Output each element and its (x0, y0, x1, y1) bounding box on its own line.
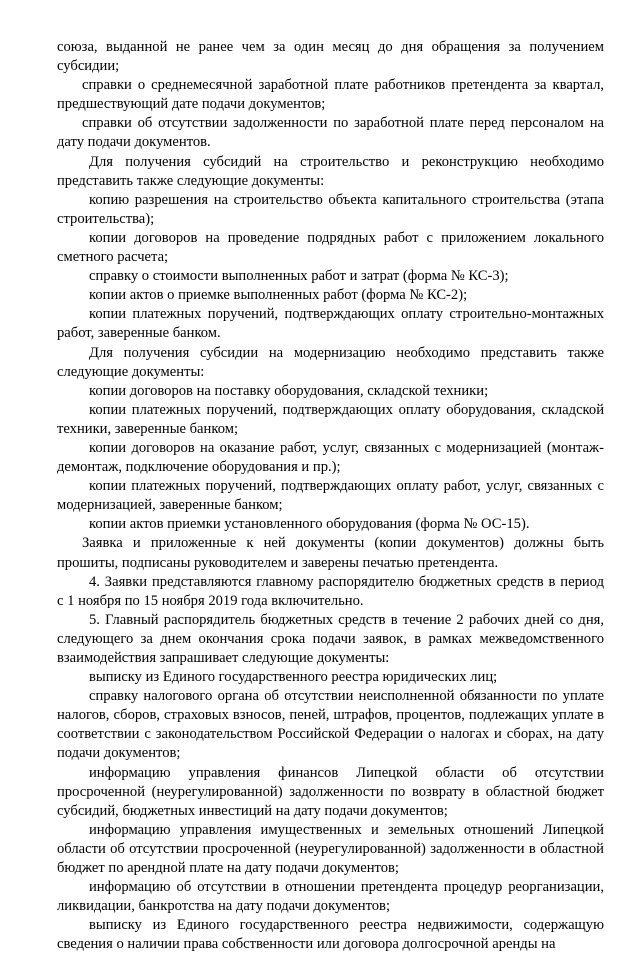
paragraph-2: справки о среднемесячной заработной плате работников претендента за квартал, предшествующий дате подачи документов; (57, 77, 604, 113)
paragraph-6: копии договоров на проведение подрядных работ с приложением локального сметного расчета; (57, 229, 604, 266)
paragraph-3: справки об отсутствии задолженности по заработной плате перед персоналом на дату подачи документов. (57, 115, 604, 151)
paragraph-22: информацию управления имущественных и земельных отношений Липецкой области об отсутствии просроченной (неурегулированной) задолженности в областной бюджет по арендной плате на дату подачи документов; (57, 821, 604, 877)
paragraph-9: копии платежных поручений, подтверждающих оплату строительно-монтажных работ, заверенные банком. (57, 306, 604, 342)
paragraph-15: копии актов приемки установленного оборудования (форма № ОС-15). (89, 516, 530, 533)
paragraph-17: 4. Заявки представляются главному распорядителю бюджетных средств в период с 1 ноября по 15 ноября 2019 года включительно. (57, 573, 604, 609)
paragraph-11: копии договоров на поставку оборудования, складской техники; (89, 382, 489, 399)
paragraph-20: справку налогового органа об отсутствии неисполненной обязанности по уплате налогов, сборов, страховых взносов, пеней, штрафов, процентов, подлежащих уплате в соответствии с законодательством Российской Федерации о налогах и сборах, на дату подачи документов; (57, 688, 604, 762)
paragraph-21: информацию управления финансов Липецкой области об отсутствии просроченной (неурегулированной) задолженности по возврату в областной бюджет субсидий, бюджетных инвестиций на дату подачи документов; (57, 764, 604, 819)
paragraph-5: копию разрешения на строительство объекта капитального строительства (этапа строительства); (57, 191, 604, 227)
paragraph-23: информацию об отсутствии в отношении претендента процедур реорганизации, ликвидации, банкротства на дату подачи документов; (57, 879, 604, 915)
paragraph-4: Для получения субсидий на строительство и реконструкцию необходимо представить также следующие документы: (57, 153, 604, 189)
paragraph-7: справку о стоимости выполненных работ и затрат (форма № КС-3); (89, 268, 509, 285)
paragraph-16: Заявка и приложенные к ней документы (копии документов) должны быть прошиты, подписаны руководителем и заверены печатью претендента. (57, 535, 604, 571)
paragraph-10: Для получения субсидии на модернизацию необходимо представить также следующие документы: (57, 344, 604, 380)
paragraph-1: союза, выданной не ранее чем за один месяц до дня обращения за получением субсидии; (57, 39, 604, 75)
paragraph-13: копии договоров на оказание работ, услуг, связанных с модернизацией (монтаж-демонтаж, подключение оборудования и пр.); (57, 439, 604, 476)
paragraph-24: выписку из Единого государственного реестра недвижимости, содержащую сведения о наличии права собственности или договора долгосрочной аренды на (57, 917, 604, 953)
paragraph-8: копии актов о приемке выполненных работ (форма № КС-2); (89, 287, 468, 304)
paragraph-18: 5. Главный распорядитель бюджетных средств в течение 2 рабочих дней со дня, следующего за днем окончания срока подачи заявок, в рамках межведомственного взаимодействия запрашивает следующие документы: (57, 611, 604, 666)
paragraph-14: копии платежных поручений, подтверждающих оплату работ, услуг, связанных с модернизацией, заверенные банком; (57, 478, 604, 514)
paragraph-12: копии платежных поручений, подтверждающих оплату оборудования, складской техники, заверенные банком; (57, 401, 604, 437)
paragraph-19: выписку из Единого государственного реестра юридических лиц; (89, 669, 498, 686)
